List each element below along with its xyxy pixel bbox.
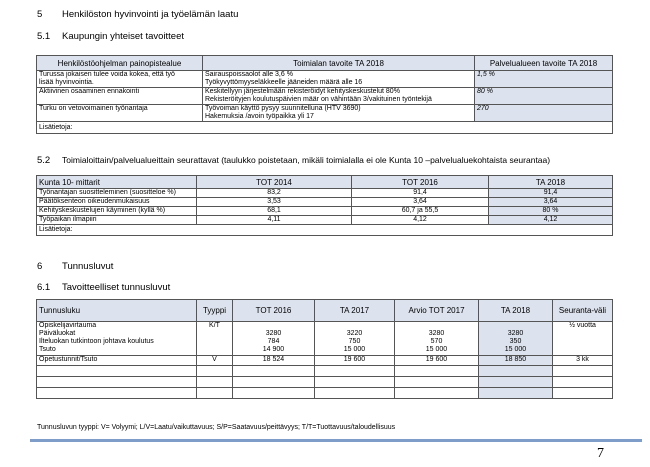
table-row: Turussa jokaisen tulee voida kokea, että työ lisää hyvinvointia. Sairauspoissaolot alle 3,6 % Työkyvyttömyyseläkkeelle jääneiden määrä alle 16 1,5 % [37,71,613,88]
table-row: Opetustunnit/Tsuto V 18 524 19 600 19 600 18 850 3 kk [37,356,613,366]
section-6-number: 6 [37,261,43,272]
table-row: Aktiivinen osaaminen ennakointi Keskitellyyn järjestelmään rekisteröidyt kehityskeskustelut 80% Rekisteröityjen koulutuspäivien määr on vähintään 3/vakituinen työntekijä 80 % [37,88,613,105]
header-service-goal: Palvelualueen tavoite TA 2018 [475,56,613,71]
header-tot-2016: TOT 2016 [233,300,315,322]
key-figures-table [36,299,613,399]
table-row [37,388,613,399]
table-row [37,377,613,388]
header-arvio-2017: Arvio TOT 2017 [395,300,479,322]
section-6-1-title: Tavoitteelliset tunnusluvut [62,282,171,293]
table-row [37,366,613,377]
header-type: Tyyppi [197,300,233,322]
header-sector-goal: Toimialan tavoite TA 2018 [203,56,475,71]
table-row: Turku on vetovoimainen työnantaja Työvoiman käyttö pysyy suunnitelluna (HTV 3690) Hakemuksia /avoin työpaikka yli 17 270 [37,105,613,122]
header-ta-2018: TA 2018 [479,300,553,322]
header-tot-2016: TOT 2016 [352,176,489,189]
table-row: Työpaikan ilmapiiri 4,11 4,12 4,12 [37,216,613,225]
table-row: Päätöksenteon oikeudenmukaisuus 3,53 3,64 3,64 [37,198,613,207]
table-row: Työnantajan suositteleminen (suositteloe %) 83,2 91,4 91,4 [37,189,613,198]
table-row: Opiskelijavirtauma Päiväluokat Ilteluokan tutkintoon johtava koulutus Tsuto K/T 3280 784 14 900 3220 750 15 000 3280 570 15 000 3280 350 15 000 ½ vuotta [37,322,613,356]
section-6-title: Tunnusluvut [62,261,114,272]
header-focus-area: Henkilöstöohjelman painopistealue [37,56,203,71]
section-5-number: 5 [37,9,43,20]
page-number: 7 [597,446,604,461]
footer-rule [30,439,642,442]
header-tot-2014: TOT 2014 [197,176,352,189]
table-row: Kehityskeskustelujen käyminen (kyllä %) 68,1 60,7 ja 55,5 80 % [37,207,613,216]
header-ta-2017: TA 2017 [315,300,395,322]
common-goals-table [36,55,613,134]
section-5-title: Henkilöston hyvinvointi ja työelämän laatu [62,9,239,20]
footnote: Tunnusluvun tyyppi: V= Volyymi; L/V=Laatu/vaikuttavuus; S/P=Saatavuus/peittävyys; T/T=Tuottavuus/taloudellisuus [37,424,396,431]
header-ta-2018: TA 2018 [489,176,613,189]
kunta10-table [36,175,613,236]
header-interval: Seuranta-väli [553,300,613,322]
section-5-1-number: 5.1 [37,31,51,42]
header-indicator: Tunnusluku [37,300,197,322]
section-5-1-title: Kaupungin yhteiset tavoitteet [62,31,185,42]
notes-row: Lisätietoja: [37,225,613,236]
section-5-2-number: 5.2 [37,155,51,166]
notes-row: Lisätietoja: [37,122,613,134]
header-metric: Kunta 10- mittarit [37,176,197,189]
section-5-2-title: Toimialoittain/palvelualueittain seurattavat (taulukko poistetaan, mikäli toimialalla ei ole Kunta 10 –palvelualuekohtaista seurantaa) [62,155,551,165]
section-6-1-number: 6.1 [37,282,51,293]
